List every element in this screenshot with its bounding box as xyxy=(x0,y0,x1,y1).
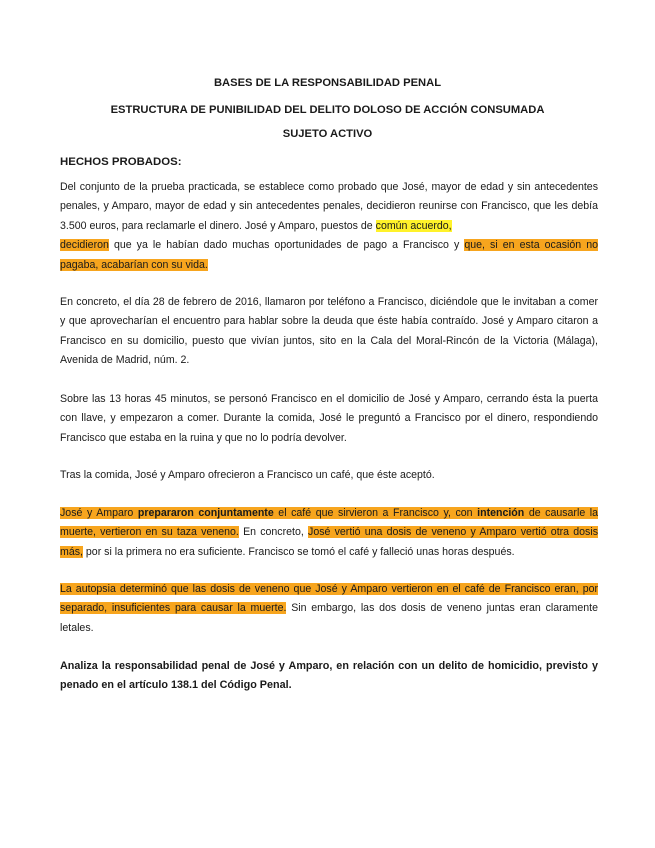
highlight-orange: José vertió una dosis de veneno y Amparo vertió otra dosis más, xyxy=(60,526,598,558)
paragraph-coffee: Tras la comida, José y Amparo ofrecieron a Francisco un café, que éste aceptó. xyxy=(60,469,435,481)
highlight-yellow: común acuerdo, xyxy=(375,219,452,232)
paragraph-invitation: En concreto, el día 28 de febrero de 2016, llamaron por teléfono a Francisco, diciéndole que le invitaban a comer y que aprovecharían el encuentro para hablar sobre la deuda que éste había contraído. José y Amparo citaron a Francisco en su domicilio, puesto que vivían juntos, sito en la Cala del Moral-Rincón de la Victoria (Málaga), Avenida de Madrid, núm. 2. xyxy=(60,296,598,367)
bold-text: prepararon conjuntamente xyxy=(137,507,274,519)
question-prompt: Analiza la responsabilidad penal de José y Amparo, en relación con un delito de homicidio, previsto y penado en el artículo 138.1 del Código Penal. xyxy=(60,660,598,692)
document-section-title: SUJETO ACTIVO xyxy=(282,128,373,140)
highlight-orange: que, si en esta ocasión no pagaba, acabarían con su vida. xyxy=(60,239,598,271)
text-run: Sin embargo, las dos dosis de veneno juntas eran claramente letales. xyxy=(60,602,598,634)
text-run: que ya le habían dado muchas oportunidades de pago a Francisco y xyxy=(108,239,465,252)
text-run: el café que sirvieron a Francisco y, con xyxy=(273,507,478,519)
highlight-orange: La autopsia determinó que las dosis de veneno que José y Amparo vertieron en el café de Francisco eran, por separado, insuficientes para causar la muerte. xyxy=(60,583,598,615)
paragraph-meal: Sobre las 13 horas 45 minutos, se personó Francisco en el domicilio de José y Amparo, cerrando ésta la puerta con llave, y empezaron a comer. Durante la comida, José le preguntó a Francisco por el dinero, respondiendo Francisco que estaba en la ruina y que no lo podría devolver. xyxy=(60,393,598,444)
text-run: de causarle la muerte, vertieron en su taza veneno. xyxy=(60,507,599,539)
text-run: Del conjunto de la prueba practicada, se establece como probado que José, mayor de edad y sin antecedentes penales, y Amparo, mayor de edad y sin antecedentes penales, decidieron reunirse con Francisco, que les debía 3.500 euros, para reclamarle el dinero. José y Amparo, puestos de xyxy=(60,181,598,232)
text-run: José y Amparo xyxy=(60,507,138,519)
document-title: BASES DE LA RESPONSABILIDAD PENAL xyxy=(213,77,442,89)
document-subtitle: ESTRUCTURA DE PUNIBILIDAD DEL DELITO DOLOSO DE ACCIÓN CONSUMADA xyxy=(110,104,545,116)
facts-heading: HECHOS PROBADOS: xyxy=(60,156,182,168)
text-run: En concreto, xyxy=(238,526,309,539)
paragraph-agreement xyxy=(60,178,598,275)
bold-text: intención xyxy=(477,507,525,519)
text-run: por si la primera no era suficiente. Francisco se tomó el café y falleció unas horas después. xyxy=(82,545,515,558)
paragraph-autopsy xyxy=(60,580,598,638)
paragraph-poison xyxy=(60,504,598,562)
highlight-orange: decidieron xyxy=(60,239,109,252)
